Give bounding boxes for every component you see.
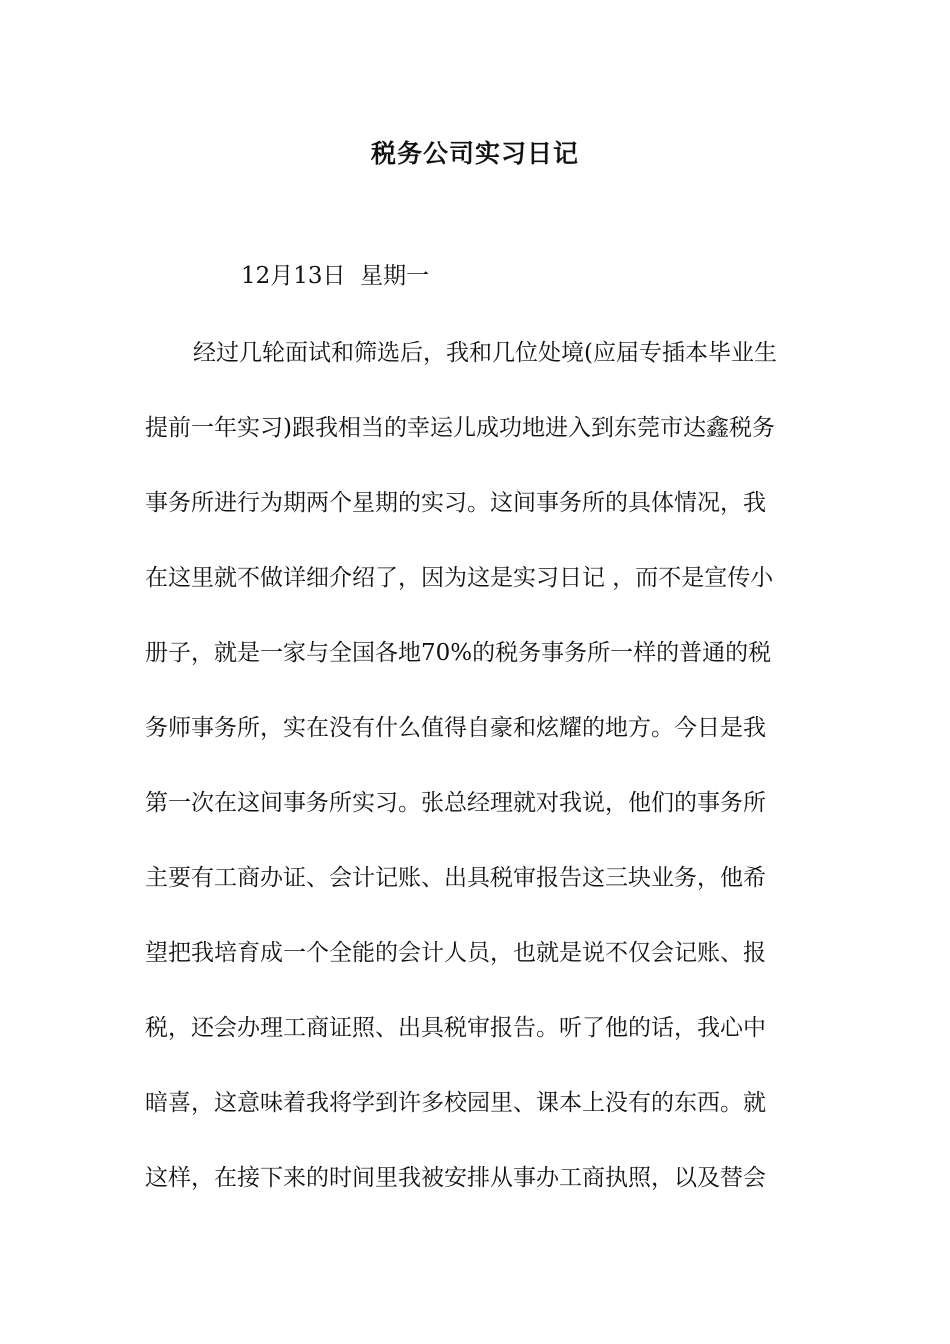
body-text: 务师事务所，实在没有什么值得自豪和炫耀的地方。今日是我 bbox=[145, 715, 766, 741]
diary-date: 12月13日 星期一 bbox=[241, 263, 430, 289]
body-text: 第一次在这间事务所实习。张总经理就对我说，他们的事务所 bbox=[145, 790, 766, 816]
document-title: 税务公司实习日记 bbox=[370, 139, 579, 168]
body-text: 事务所进行为期两个星期的实习。这间事务所的具体情况，我 bbox=[145, 490, 766, 516]
body-text: 经过几轮面试和筛选后，我和几位处境(应届专插本毕业生 bbox=[193, 340, 777, 366]
body-text: 暗喜，这意味着我将学到许多校园里、课本上没有的东西。就 bbox=[145, 1090, 766, 1116]
body-text: 提前一年实习)跟我相当的幸运儿成功地进入到东莞市达鑫税务 bbox=[145, 415, 775, 441]
body-text: 册子，就是一家与全国各地70%的税务事务所一样的普通的税 bbox=[145, 640, 772, 666]
body-text: 主要有工商办证、会计记账、出具税审报告这三块业务，他希 bbox=[145, 865, 766, 891]
body-text: 望把我培育成一个全能的会计人员，也就是说不仅会记账、报 bbox=[145, 940, 766, 966]
body-text: 税，还会办理工商证照、出具税审报告。听了他的话，我心中 bbox=[145, 1015, 766, 1041]
body-text: 这样，在接下来的时间里我被安排从事办工商执照，以及替会 bbox=[145, 1165, 766, 1191]
body-text: 在这里就不做详细介绍了，因为这是实习日记 ，而不是宣传小 bbox=[145, 565, 774, 591]
